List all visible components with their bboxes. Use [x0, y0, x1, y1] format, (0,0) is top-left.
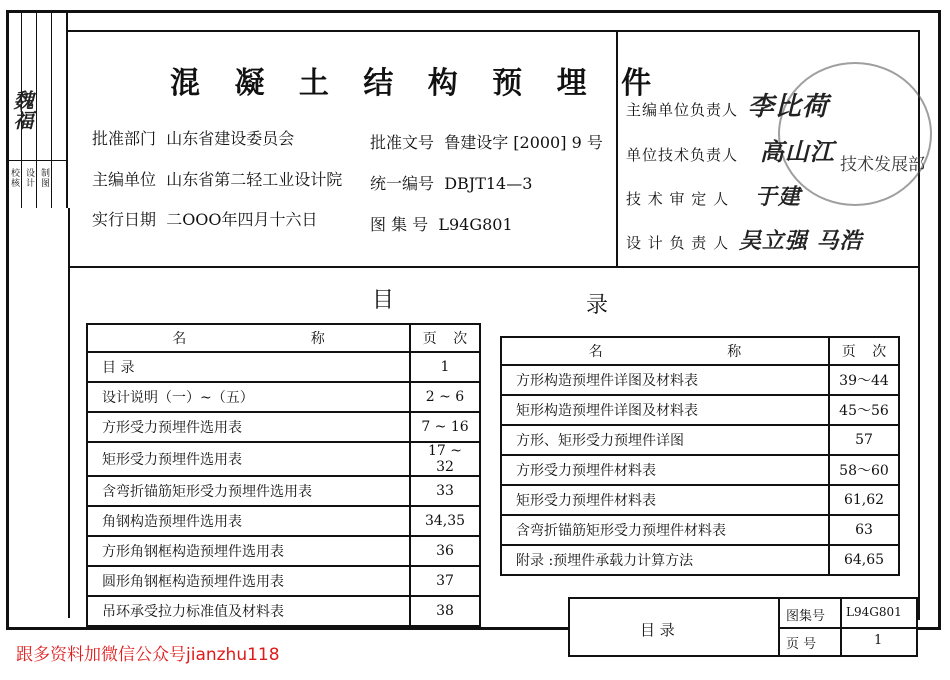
- table-row: [87, 536, 480, 566]
- header-page-char-2: 次: [872, 344, 887, 360]
- toc-entry-page: 63: [829, 515, 899, 545]
- approver-label: 批准部门: [92, 129, 157, 148]
- toc-entry-page: 2 ~ 6: [410, 382, 480, 412]
- editor-label: 主编单位: [92, 170, 157, 189]
- header-page-char-2: 次: [453, 331, 468, 347]
- toc-entry-page: 61,62: [829, 485, 899, 515]
- body-left-line: [68, 208, 70, 618]
- role-row-1: [626, 86, 829, 123]
- role-row-2: [626, 132, 835, 167]
- toc-left-header-name: [87, 324, 410, 352]
- toc-entry-page: 58～60: [829, 455, 899, 485]
- table-row: [501, 425, 899, 455]
- tb-atlas-value: L94G801: [846, 605, 902, 619]
- table-row: [87, 506, 480, 536]
- header-name-char-1: 名: [172, 331, 187, 347]
- toc-entry-name: 圆形角钢框构造预埋件选用表: [87, 566, 410, 596]
- table-row: [87, 476, 480, 506]
- toc-entry-name: 矩形受力预埋件材料表: [501, 485, 829, 515]
- title-block: [568, 597, 918, 657]
- unified-value: DBJT14—3: [444, 174, 533, 193]
- signoff-strip: [6, 10, 68, 208]
- page-title: 混 凝 土 结 构 预 埋 件: [170, 66, 664, 101]
- role-sign-2: 高山江: [759, 138, 835, 166]
- doc-no-value: 鲁建设字 [2000] 9 号: [444, 133, 603, 152]
- header-name-char-1: 名: [588, 344, 603, 360]
- toc-entry-name: 目 录: [87, 352, 410, 382]
- toc-entry-name: 含弯折锚筋矩形受力预埋件选用表: [87, 476, 410, 506]
- toc-entry-name: 含弯折锚筋矩形受力预埋件材料表: [501, 515, 829, 545]
- tb-page-label: 页 号: [786, 637, 817, 652]
- toc-entry-name: 方形构造预埋件详图及材料表: [501, 365, 829, 395]
- toc-right-header-page: [829, 337, 899, 365]
- role-label-1: 主编单位负责人: [626, 101, 739, 119]
- approver-row: [92, 126, 294, 149]
- header-bottom-line: [68, 266, 920, 268]
- watermark-text: 跟多资料加微信公众号jianzhu118: [16, 645, 280, 665]
- toc-entry-name: 设计说明（一）~（五）: [87, 382, 410, 412]
- toc-entry-name: 方形受力预埋件材料表: [501, 455, 829, 485]
- table-row: [501, 455, 899, 485]
- toc-heading-left: 目: [372, 288, 395, 313]
- table-row: [501, 395, 899, 425]
- toc-entry-page: 1: [410, 352, 480, 382]
- toc-table-left: [86, 323, 481, 627]
- header-page-char-1: 页: [422, 331, 437, 347]
- table-row: [501, 545, 899, 575]
- toc-entry-page: 36: [410, 536, 480, 566]
- toc-entry-name: 方形、矩形受力预埋件详图: [501, 425, 829, 455]
- atlas-label: 图 集 号: [370, 215, 429, 234]
- atlas-value: L94G801: [438, 215, 513, 234]
- toc-entry-page: 33: [410, 476, 480, 506]
- toc-entry-page: 7 ~ 16: [410, 412, 480, 442]
- role-row-4: [626, 224, 863, 255]
- toc-entry-page: 39～44: [829, 365, 899, 395]
- role-label-3: 技 术 审 定 人: [626, 190, 730, 208]
- toc-table-right: [500, 336, 900, 576]
- tb-page-value: 1: [874, 633, 883, 648]
- role-sign-4: 吴立强 马浩: [738, 229, 863, 254]
- role-label-4: 设 计 负 责 人: [626, 234, 730, 252]
- toc-entry-page: 34,35: [410, 506, 480, 536]
- toc-entry-page: 57: [829, 425, 899, 455]
- table-row: [87, 596, 480, 626]
- toc-entry-name: 角钢构造预埋件选用表: [87, 506, 410, 536]
- toc-entry-page: 45～56: [829, 395, 899, 425]
- table-row: [501, 485, 899, 515]
- toc-entry-name: 方形角钢框构造预埋件选用表: [87, 536, 410, 566]
- toc-right-header-name: [501, 337, 829, 365]
- strip-label-draw: 制图: [39, 168, 49, 188]
- toc-entry-name: 方形受力预埋件选用表: [87, 412, 410, 442]
- role-sign-3: 于建: [754, 185, 801, 210]
- table-row: [87, 412, 480, 442]
- toc-left-header-row: [87, 324, 480, 352]
- table-row: [87, 442, 480, 476]
- doc-no-row: [370, 130, 603, 153]
- date-row: [92, 207, 318, 230]
- unified-row: [370, 171, 532, 194]
- editor-row: [92, 167, 342, 190]
- toc-entry-page: 37: [410, 566, 480, 596]
- toc-entry-name: 矩形构造预埋件详图及材料表: [501, 395, 829, 425]
- toc-entry-name: 吊环承受拉力标准值及材料表: [87, 596, 410, 626]
- unified-label: 统一编号: [370, 174, 435, 193]
- header-page-char-1: 页: [841, 344, 856, 360]
- role-sign-1: 李比荷: [747, 92, 829, 122]
- role-row-3: [626, 180, 801, 211]
- tb-sheet-name: 目 录: [640, 621, 675, 639]
- toc-entry-name: 附录 :预埋件承载力计算方法: [501, 545, 829, 575]
- doc-no-label: 批准文号: [370, 133, 435, 152]
- toc-entry-page: 17 ~ 32: [410, 442, 480, 476]
- toc-left-header-page: [410, 324, 480, 352]
- table-row: [501, 515, 899, 545]
- header-top-line: [68, 30, 920, 32]
- date-label: 实行日期: [92, 210, 157, 229]
- header-name-char-2: 称: [727, 344, 742, 360]
- header-name-char-2: 称: [310, 331, 325, 347]
- table-row: [87, 566, 480, 596]
- atlas-row: [370, 212, 513, 235]
- table-row: [87, 382, 480, 412]
- strip-signature: 魏福: [10, 90, 34, 130]
- strip-label-design: 设计: [24, 168, 34, 188]
- toc-entry-page: 64,65: [829, 545, 899, 575]
- toc-heading-right: 录: [586, 293, 609, 318]
- editor-value: 山东省第二轻工业设计院: [166, 170, 343, 189]
- date-value: 二OOO年四月十六日: [166, 210, 318, 229]
- toc-right-header-row: [501, 337, 899, 365]
- role-label-2: 单位技术负责人: [626, 146, 739, 164]
- table-row: [501, 365, 899, 395]
- toc-entry-page: 38: [410, 596, 480, 626]
- strip-label-check: 校核: [9, 168, 19, 188]
- tb-divider-3: [778, 627, 918, 629]
- toc-entry-name: 矩形受力预埋件选用表: [87, 442, 410, 476]
- table-row: [87, 352, 480, 382]
- strip-divider: [6, 160, 66, 161]
- tb-atlas-label: 图集号: [786, 609, 826, 624]
- stamp-text: 技术发展部: [840, 155, 925, 175]
- approver-value: 山东省建设委员会: [166, 129, 295, 148]
